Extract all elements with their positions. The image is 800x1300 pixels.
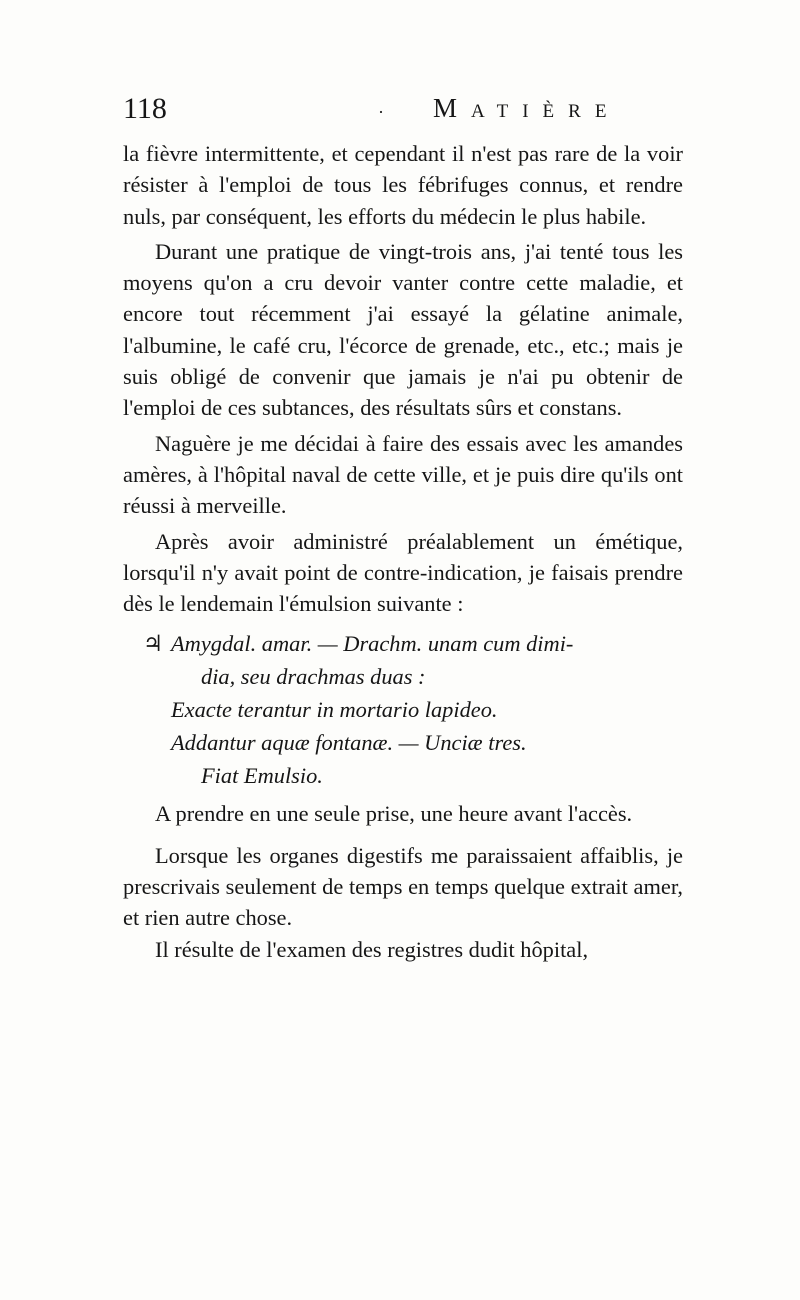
- header-separator: ·: [378, 102, 384, 122]
- prescription: [123, 627, 683, 792]
- paragraph-5: A prendre en une seule prise, une heure avant l'accès.: [155, 801, 633, 827]
- prescription-line-3: Exacte terantur in mortario lapideo.: [171, 697, 498, 723]
- paragraph-3: Naguère je me décidai à faire des essais avec les amandes amères, à l'hôpital naval de cette ville, et je puis dire qu'ils ont réussi à merveille.: [123, 430, 683, 519]
- paragraph-7: Il résulte de l'examen des registres dudit hôpital,: [155, 936, 589, 962]
- paragraph-4: Après avoir administré préalablement un émétique, lorsqu'il n'y avait point de contre-indication, je faisais prendre dès le lendemain l'émulsion suivante :: [123, 528, 683, 617]
- page-header: [123, 92, 683, 132]
- prescription-line-5: Fiat Emulsio.: [201, 763, 323, 789]
- prescription-line-2: dia, seu drachmas duas :: [201, 664, 426, 690]
- page-number: 118: [123, 92, 167, 125]
- paragraph-2: Durant une pratique de vingt-trois ans, j'ai tenté tous les moyens qu'on a cru devoir vanter contre cette maladie, et encore tout récemment j'ai essayé la gélatine animale, l'albumine, le café cru, l'écorce de grenade, etc., etc.; mais je suis obligé de convenir que jamais je n'ai pu obtenir de l'emploi de ces subtances, des résultats sûrs et constans.: [123, 238, 683, 421]
- prescription-line-4: Addantur aquæ fontanæ. — Unciæ tres.: [171, 730, 527, 756]
- prescription-line-1: [123, 627, 683, 660]
- paragraph-6: Lorsque les organes digestifs me paraissaient affaiblis, je prescrivais seulement de temps en temps quelque extrait amer, et rien autre chose.: [123, 842, 683, 931]
- prescription-line-1-text: Amygdal. amar. — Drachm. unam cum dimi-: [171, 631, 574, 657]
- running-title: Matière: [433, 93, 621, 123]
- recipe-symbol-icon: ♃: [143, 631, 164, 657]
- paragraph-1: la fièvre intermittente, et cependant il n'est pas rare de la voir résister à l'emploi de tous les fébrifuges connus, et rendre nuls, par conséquent, les efforts du médecin le plus habile.: [123, 141, 683, 229]
- page-body: [123, 138, 683, 965]
